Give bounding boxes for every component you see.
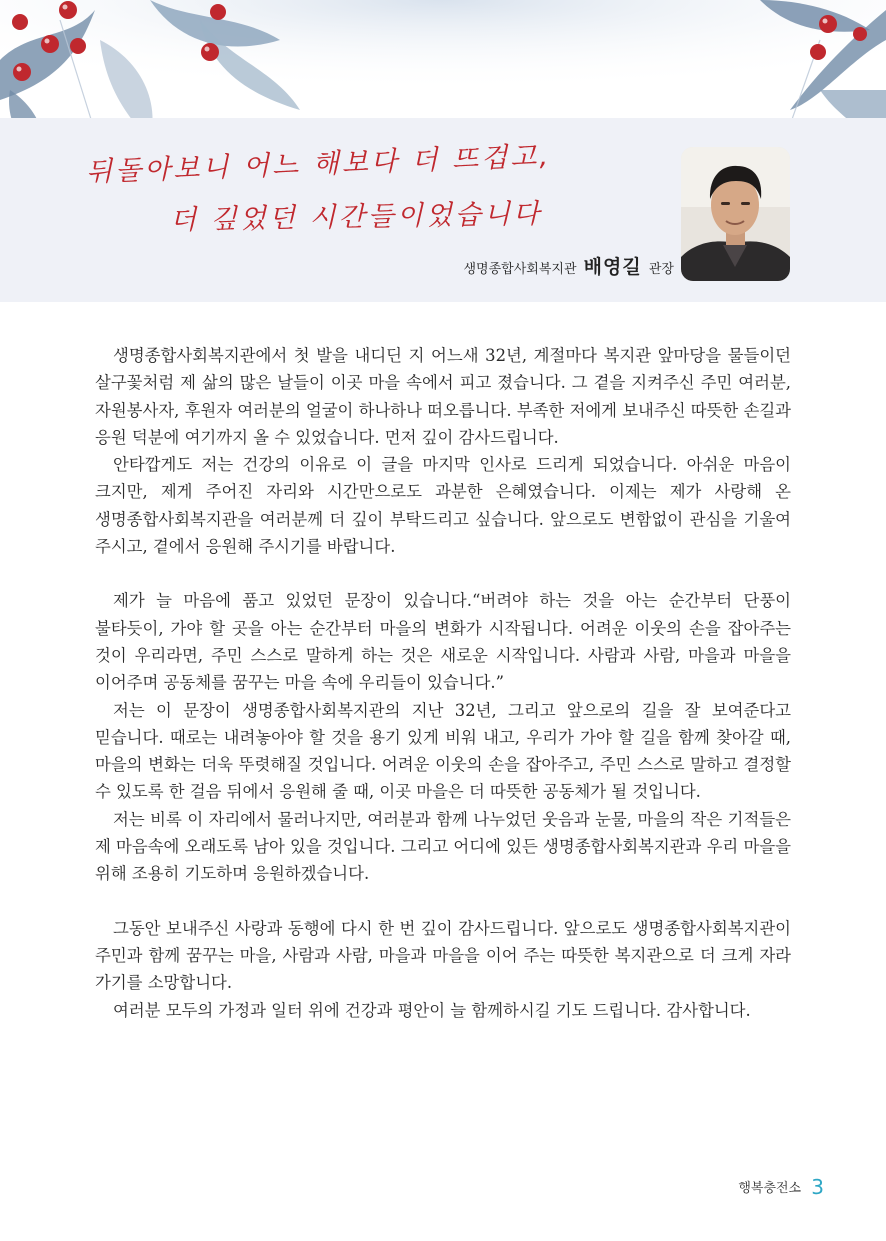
page-footer [738, 1175, 824, 1199]
author-role: 관장 [648, 262, 674, 277]
article-body [95, 342, 791, 1024]
paragraph: 그동안 보내주신 사랑과 동행에 다시 한 번 깊이 감사드립니다. 앞으로도 생명종합사회복지관이 주민과 함께 꿈꾸는 마을, 사람과 사람, 마을과 마을을 이어 주는 따뜻한 복지관으로 더 크게 자라 가기를 소망합니다. [95, 918, 791, 993]
author-photo [681, 147, 790, 281]
author-byline [464, 252, 675, 279]
paragraph: 여러분 모두의 가정과 일터 위에 건강과 평안이 늘 함께하시길 기도 드립니다. 감사합니다. [113, 1000, 751, 1020]
paragraph: 저는 이 문장이 생명종합사회복지관의 지난 32년, 그리고 앞으로의 길을 잘 보여준다고 믿습니다. 때로는 내려놓아야 할 것을 용기 있게 비워 내고, 우리가 가야 할 길을 함께 찾아갈 때, 마을의 변화는 더욱 뚜렷해질 것입니다. 어려운 이웃의 손을 잡아주고, 주민 스스로 말하고 결정할 수 있도록 한 걸음 뒤에서 응원해 줄 때, 이곳 마을은 더 따뜻한 공동체가 될 것입니다. [95, 700, 791, 802]
paragraph: 저는 비록 이 자리에서 물러나지만, 여러분과 함께 나누었던 웃음과 눈물, 마을의 작은 기적들은 제 마음속에 오래도록 남아 있을 것입니다. 그리고 어디에 있든 생명종합사회복지관과 우리 마을을 위해 조용히 기도하며 응원하겠습니다. [95, 809, 791, 884]
paragraph: 제가 늘 마음에 품고 있었던 문장이 있습니다.“버려야 하는 것을 아는 순간부터 단풍이 불타듯이, 가야 할 곳을 아는 순간부터 마을의 변화가 시작됩니다. 어려운 이웃의 손을 잡아주는 것이 우리라면, 주민 스스로 말하게 하는 것은 새로운 시작입니다. 사람과 사람, 마을과 마을을 이어주며 공동체를 꿈꾸는 마을 속에 우리들이 있습니다.” [95, 591, 791, 693]
paragraph: 안타깝게도 저는 건강의 이유로 이 글을 마지막 인사로 드리게 되었습니다. 아쉬운 마음이 크지만, 제게 주어진 자리와 시간만으로도 과분한 은혜였습니다. 이제는 제가 사랑해 온 생명종합사회복지관을 여러분께 더 깊이 부탁드리고 싶습니다. 앞으로도 변함없이 관심을 기울여 주시고, 곁에서 응원해 주시기를 바랍니다. [95, 455, 791, 557]
page-number: 3 [811, 1175, 824, 1199]
publication-name: 행복충전소 [738, 1181, 802, 1196]
title-line-2: 더 깊었던 시간들이었습니다 [169, 198, 543, 236]
author-org: 생명종합사회복지관 [463, 262, 577, 277]
portrait-image [681, 147, 790, 281]
title-line-1: 뒤돌아보니 어느 해보다 더 뜨겁고, [85, 140, 552, 188]
author-name: 배영길 [583, 256, 642, 278]
paragraph: 생명종합사회복지관에서 첫 발을 내디딘 지 어느새 32년, 계절마다 복지관 앞마당을 물들이던 살구꽃처럼 제 삶의 많은 날들이 이곳 마을 속에서 피고 졌습니다. 그 곁을 지켜주신 주민 여러분, 자원봉사자, 후원자 여러분의 얼굴이 하나하나 떠오릅니다. 부족한 저에게 보내주신 따뜻한 손길과 응원 덕분에 여기까지 올 수 있었습니다. 먼저 깊이 감사드립니다. [95, 346, 791, 447]
